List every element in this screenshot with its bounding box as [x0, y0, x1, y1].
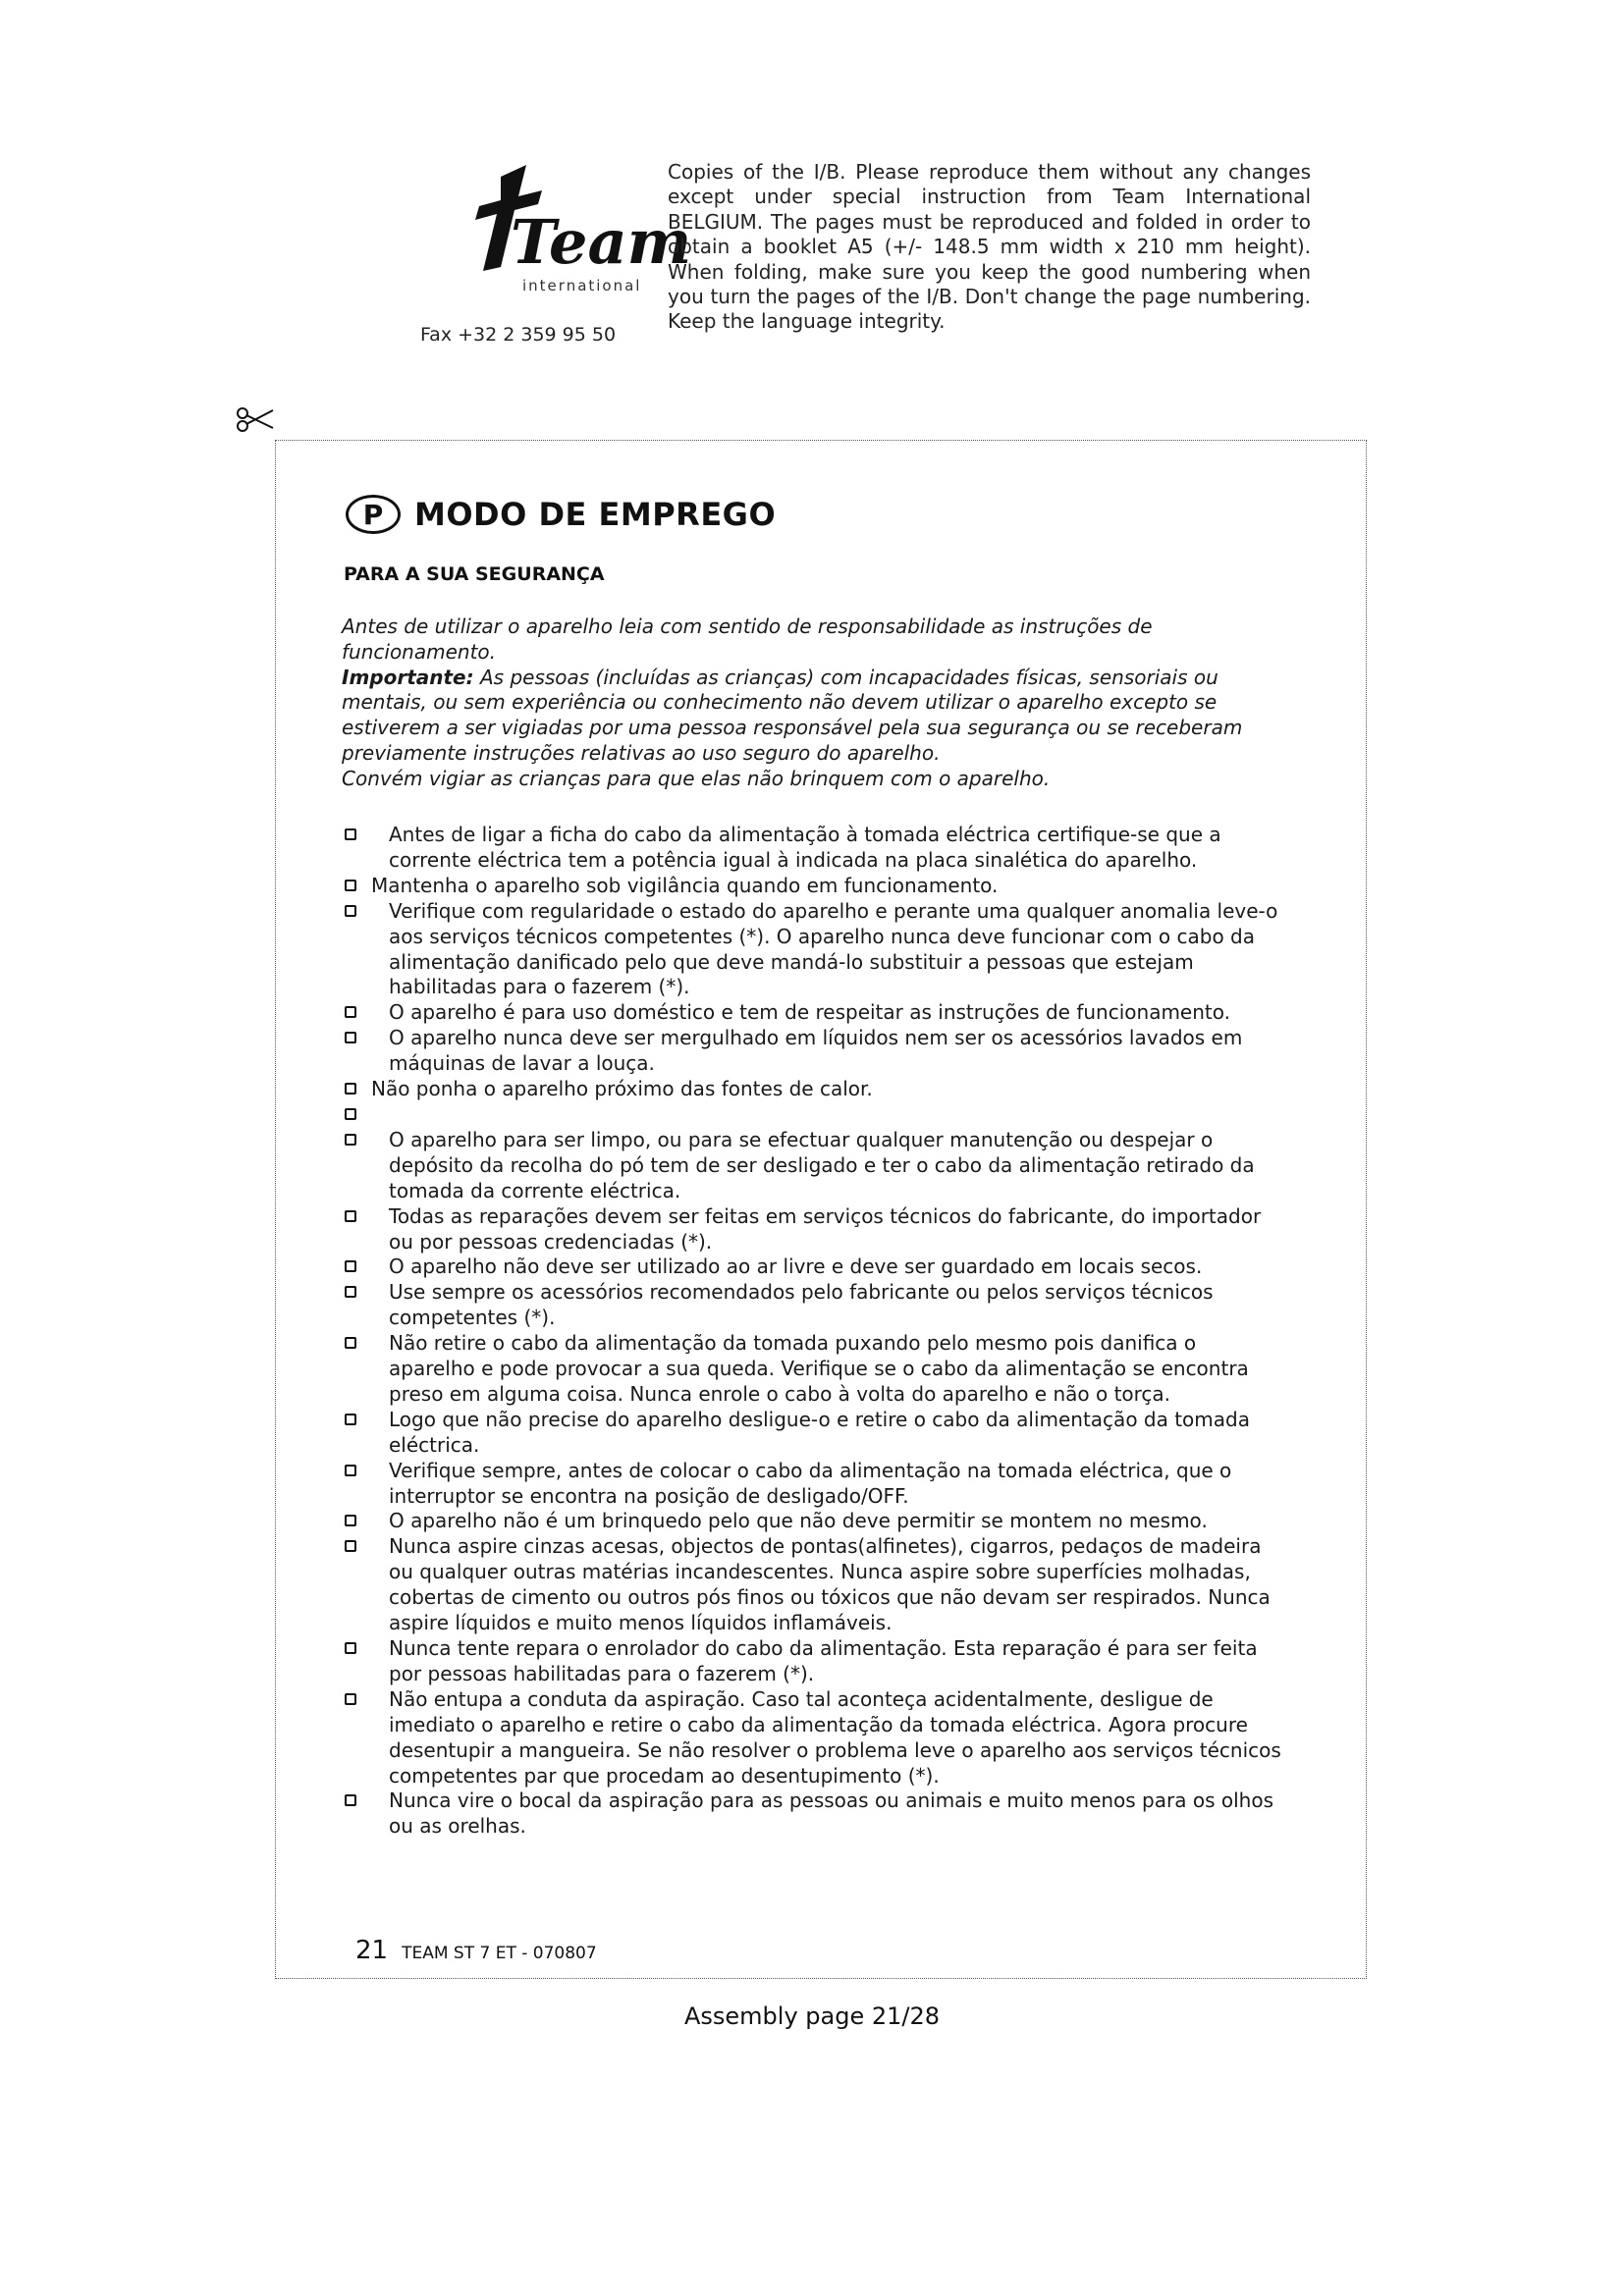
checkbox-icon [345, 1642, 356, 1654]
list-item: Mantenha o aparelho sob vigilância quando em funcionamento. [344, 874, 1286, 899]
list-item: Logo que não precise do aparelho desligue-o e retire o cabo da alimentação da tomada eléctrica. [344, 1408, 1286, 1459]
team-logo [412, 157, 692, 304]
page-number: 21 [355, 1936, 389, 1965]
checkbox-icon [345, 1540, 356, 1552]
list-item: Nunca vire o bocal da aspiração para as pessoas ou animais e muito menos para os olhos ou as orelhas. [344, 1789, 1286, 1840]
checkbox-icon [345, 1134, 356, 1146]
list-item: O aparelho não deve ser utilizado ao ar livre e deve ser guardado em locais secos. [344, 1255, 1286, 1280]
list-item: O aparelho não é um brinquedo pelo que não deve permitir se montem no mesmo. [344, 1509, 1286, 1534]
logo-wordmark: Team [511, 206, 692, 278]
important-paragraph [342, 666, 1284, 767]
checkbox-icon [345, 1337, 356, 1349]
list-item: O aparelho para ser limpo, ou para se efectuar qualquer manutenção ou despejar o depósito da recolha do pó tem de ser desligado e ter o cabo da alimentação retirado da tomada da corrente eléctrica. [344, 1128, 1286, 1204]
list-item: Não retire o cabo da alimentação da tomada puxando pelo mesmo pois danifica o aparelho e pode provocar a sua queda. Verifique se o cabo da alimentação se encontra preso em alguma coisa. Nunca enrole o cabo à volta do aparelho e não o torça. [344, 1331, 1286, 1408]
checkbox-icon [345, 1083, 356, 1095]
checkbox-icon [345, 1693, 356, 1705]
list-item: Antes de ligar a ficha do cabo da alimentação à tomada eléctrica certifique-se que a corrente eléctrica tem a potência igual à indicada na placa sinalética do aparelho. [344, 823, 1286, 874]
team-logo-icon [432, 157, 692, 304]
list-item-empty [344, 1102, 1286, 1128]
fax-number: Fax +32 2 359 95 50 [420, 324, 617, 346]
list-item: O aparelho nunca deve ser mergulhado em líquidos nem ser os acessórios lavados em máquinas de lavar a louça. [344, 1026, 1286, 1077]
list-item: Não ponha o aparelho próximo das fontes de calor. [344, 1077, 1286, 1102]
scissors-icon [236, 404, 275, 434]
checkbox-icon [345, 1260, 356, 1272]
reproduction-note: Copies of the I/B. Please reproduce them without any changes except under special instruction from Team International BELGIUM. The pages must be reproduced and folded in order to obtain a booklet A5 (+/- 148.5 mm width x 210 mm height). When folding, make sure you keep the good numbering when you turn the pages of the I/B. Don't change the page numbering. Keep the language integrity. [668, 160, 1311, 334]
checkbox-icon [345, 1286, 356, 1298]
children-note: Convém vigiar as crianças para que elas não brinquem com o aparelho. [342, 766, 1051, 790]
section-heading [346, 495, 776, 534]
intro-line: Antes de utilizar o aparelho leia com sentido de responsabilidade as instruções de funcionamento. [342, 614, 1153, 664]
list-item: Todas as reparações devem ser feitas em serviços técnicos do fabricante, do importador ou por pessoas credenciadas (*). [344, 1204, 1286, 1255]
checkbox-icon [345, 1414, 356, 1425]
language-badge: P [346, 495, 401, 534]
list-item: Use sempre os acessórios recomendados pelo fabricante ou pelos serviços técnicos competentes (*). [344, 1280, 1286, 1331]
assembly-page-label: Assembly page 21/28 [683, 2002, 941, 2030]
logo-subtext: international [522, 277, 642, 294]
checkbox-icon [345, 1515, 356, 1526]
list-item: Não entupa a conduta da aspiração. Caso tal aconteça acidentalmente, desligue de imediato o aparelho e retire o cabo da alimentação da tomada eléctrica. Agora procure desentupir a mangueira. Se não resolver o problema leve o aparelho aos serviços técnicos competentes par que procedam ao desentupimento (*). [344, 1687, 1286, 1789]
list-item: Nunca aspire cinzas acesas, objectos de pontas(alfinetes), cigarros, pedaços de madeira ou qualquer outras matérias incandescentes. Nunca aspire sobre superfícies molhadas, cobertas de cimento ou outros pós finos ou tóxicos que não devam ser respirados. Nunca aspire líquidos e muito menos líquidos inflamáveis. [344, 1534, 1286, 1636]
checkbox-icon [345, 1108, 356, 1120]
section-subtitle: PARA A SUA SEGURANÇA [344, 563, 605, 585]
page-title: MODO DE EMPREGO [414, 496, 777, 533]
checkbox-icon [345, 1032, 356, 1043]
model-code: TEAM ST 7 ET - 070807 [402, 1944, 597, 1963]
list-item: Verifique sempre, antes de colocar o cabo da alimentação na tomada eléctrica, que o interruptor se encontra na posição de desligado/OFF. [344, 1459, 1286, 1510]
page-footer [355, 1936, 597, 1965]
checkbox-icon [345, 1794, 356, 1806]
list-item: O aparelho é para uso doméstico e tem de respeitar as instruções de funcionamento. [344, 1000, 1286, 1026]
checkbox-icon [345, 905, 356, 917]
checkbox-icon [345, 1210, 356, 1222]
important-text: As pessoas (incluídas as crianças) com incapacidades físicas, sensoriais ou mentais, ou sem experiência ou conhecimento não devem utilizar o aparelho excepto se estiverem a ser vigiadas por uma pessoa responsável pela sua segurança ou se receberam previamente instruções relativas ao uso seguro do aparelho. [342, 665, 1243, 765]
checkbox-icon [345, 828, 356, 840]
checkbox-icon [345, 1465, 356, 1476]
checkbox-icon [345, 1006, 356, 1018]
list-item: Verifique com regularidade o estado do aparelho e perante uma qualquer anomalia leve-o aos serviços técnicos competentes (*). O aparelho nunca deve funcionar com o cabo da alimentação danificado pelo que deve mandá-lo substituir a pessoas que estejam habilitadas para o fazerem (*). [344, 899, 1286, 1001]
safety-list [344, 823, 1286, 1840]
intro-text [342, 614, 1284, 792]
list-item: Nunca tente repara o enrolador do cabo da alimentação. Esta reparação é para ser feita por pessoas habilitadas para o fazerem (*). [344, 1636, 1286, 1687]
checkbox-icon [345, 880, 356, 891]
important-label: Importante: [342, 665, 474, 689]
